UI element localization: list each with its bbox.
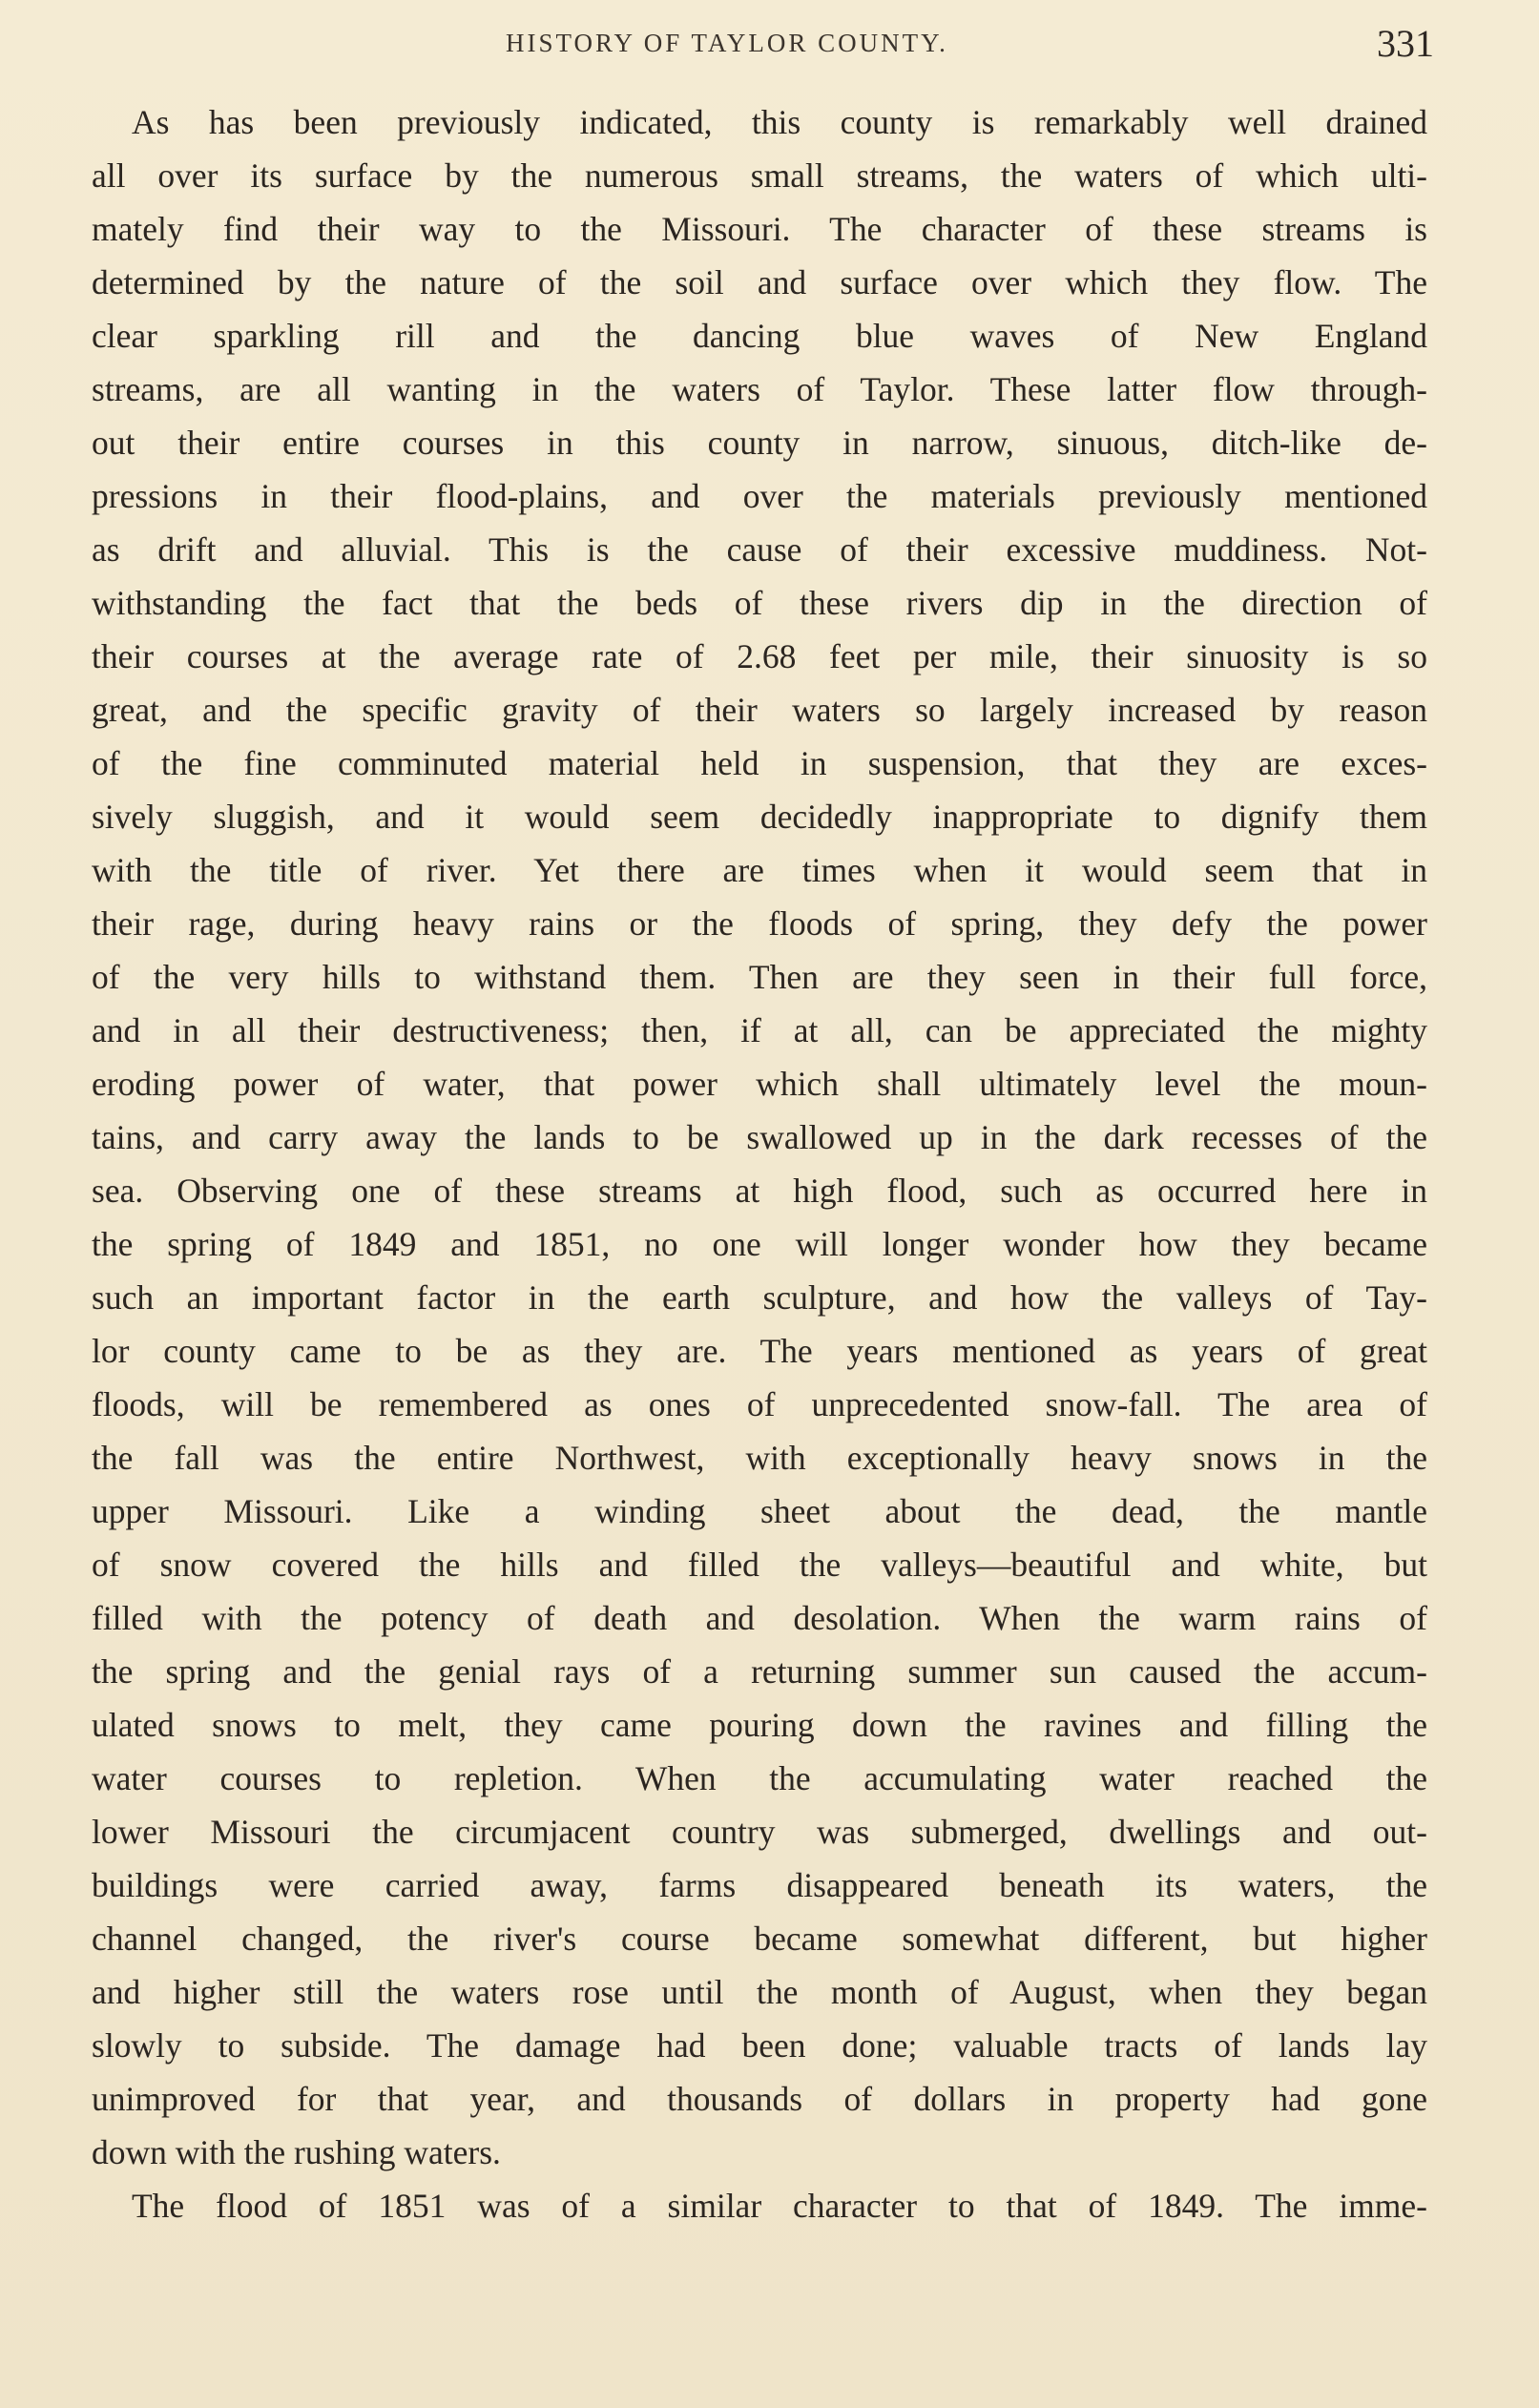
text-line: out their entire courses in this county in narrow, sinuous, ditch-like de-: [92, 424, 1427, 462]
text-line: mately find their way to the Missouri. The character of these streams is: [92, 210, 1427, 248]
text-line: ulated snows to melt, they came pouring down the ravines and filling the: [92, 1706, 1427, 1744]
text-line: the spring of 1849 and 1851, no one will longer wonder how they became: [92, 1225, 1427, 1263]
text-line: such an important factor in the earth sculpture, and how the valleys of Tay-: [92, 1278, 1427, 1317]
text-line: pressions in their flood-plains, and over the materials previously mentioned: [92, 477, 1427, 515]
text-line: down with the rushing waters.: [92, 2133, 501, 2171]
text-line: clear sparkling rill and the dancing blue waves of New England: [92, 317, 1427, 355]
text-line: the fall was the entire Northwest, with exceptionally heavy snows in the: [92, 1439, 1427, 1477]
text-line: sively sluggish, and it would seem decidedly inappropriate to dignify them: [92, 798, 1427, 836]
text-line: and in all their destructiveness; then, if at all, can be appreciated the mighty: [92, 1011, 1427, 1049]
text-line: slowly to subside. The damage had been done; valuable tracts of lands lay: [92, 2026, 1427, 2065]
text-line: eroding power of water, that power which shall ultimately level the moun-: [92, 1065, 1427, 1103]
text-line: water courses to repletion. When the accumulating water reached the: [92, 1759, 1427, 1797]
text-line: floods, will be remembered as ones of unprecedented snow-fall. The area of: [92, 1385, 1427, 1423]
text-line: the spring and the genial rays of a returning summer sun caused the accum-: [92, 1652, 1427, 1691]
text-line: their rage, during heavy rains or the floods of spring, they defy the power: [92, 904, 1427, 943]
text-line: sea. Observing one of these streams at high flood, such as occurred here in: [92, 1172, 1427, 1210]
text-line: As has been previously indicated, this county is remarkably well drained: [132, 103, 1427, 141]
text-line: The flood of 1851 was of a similar character to that of 1849. The imme-: [132, 2187, 1427, 2225]
text-line: with the title of river. Yet there are times when it would seem that in: [92, 851, 1427, 889]
text-line: of the very hills to withstand them. Then are they seen in their full force,: [92, 958, 1427, 996]
text-line: filled with the potency of death and desolation. When the warm rains of: [92, 1599, 1427, 1637]
text-line: determined by the nature of the soil and surface over which they flow. The: [92, 263, 1427, 301]
text-line: lor county came to be as they are. The years mentioned as years of great: [92, 1332, 1427, 1370]
text-line: great, and the specific gravity of their waters so largely increased by reason: [92, 691, 1427, 729]
text-line: as drift and alluvial. This is the cause of their excessive muddiness. Not-: [92, 530, 1427, 569]
body-text: [92, 95, 1427, 2232]
text-line: unimproved for that year, and thousands of dollars in property had gone: [92, 2080, 1427, 2118]
running-title: HISTORY OF TAYLOR COUNTY.: [506, 29, 948, 57]
text-line: buildings were carried away, farms disappeared beneath its waters, the: [92, 1866, 1427, 1904]
text-line: withstanding the fact that the beds of these rivers dip in the direction of: [92, 584, 1427, 622]
paragraph-1: [92, 95, 1427, 2179]
running-header: [0, 21, 1539, 69]
text-line: all over its surface by the numerous small streams, the waters of which ulti-: [92, 156, 1427, 195]
text-line: upper Missouri. Like a winding sheet about the dead, the mantle: [92, 1492, 1427, 1530]
text-line: of snow covered the hills and filled the valleys—beautiful and white, but: [92, 1546, 1427, 1584]
text-line: channel changed, the river's course became somewhat different, but higher: [92, 1920, 1427, 1958]
text-line: of the fine comminuted material held in suspension, that they are exces-: [92, 744, 1427, 782]
text-line: lower Missouri the circumjacent country was submerged, dwellings and out-: [92, 1813, 1427, 1851]
text-line: their courses at the average rate of 2.68 feet per mile, their sinuosity is so: [92, 637, 1427, 675]
text-line: tains, and carry away the lands to be swallowed up in the dark recesses of the: [92, 1118, 1427, 1156]
text-line: streams, are all wanting in the waters of Taylor. These latter flow through-: [92, 370, 1427, 408]
text-line: and higher still the waters rose until the month of August, when they began: [92, 1973, 1427, 2011]
page-number: 331: [1377, 22, 1434, 65]
paragraph-2: [92, 2179, 1427, 2232]
